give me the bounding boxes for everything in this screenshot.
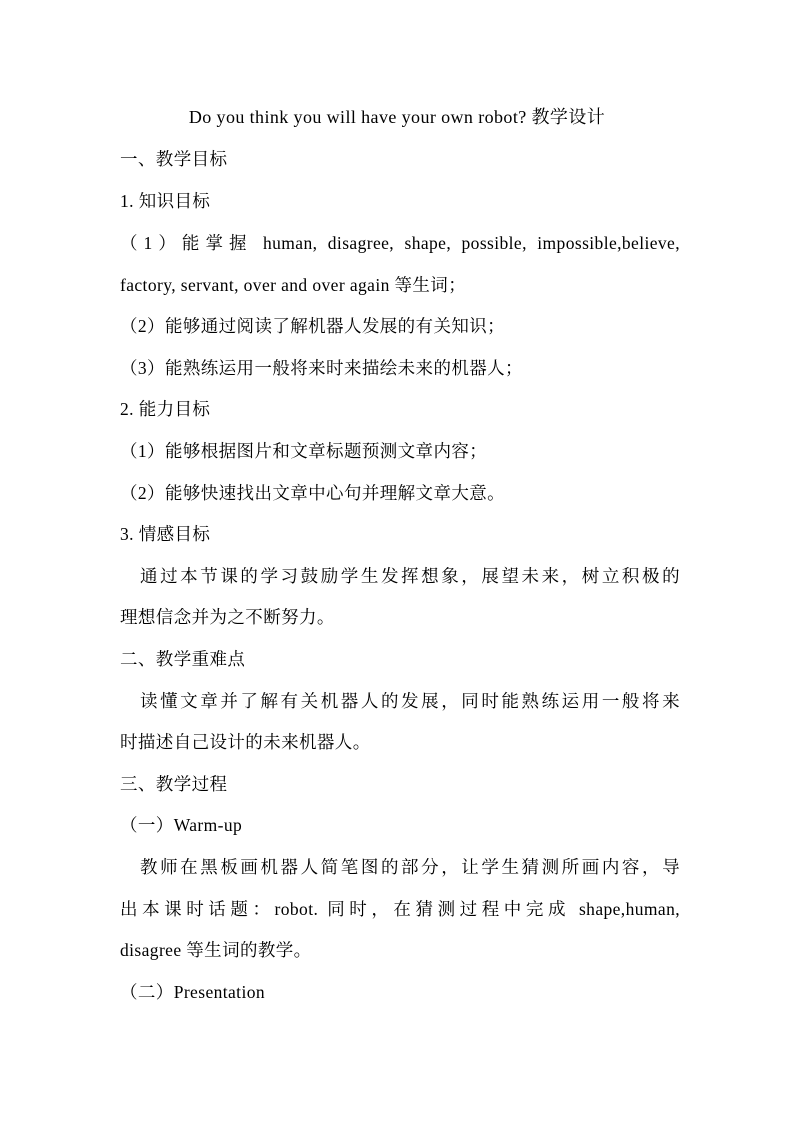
paragraph-line: （1）能掌握 human, disagree, shape, possible, impossible,believe, <box>120 233 680 253</box>
paragraph-line: 通过本节课的学习鼓励学生发挥想象，展望未来，树立积极的 <box>140 566 680 586</box>
paragraph-line: （3）能熟练运用一般将来时来描绘未来的机器人； <box>120 358 523 378</box>
paragraph-line: 读懂文章并了解有关机器人的发展，同时能熟练运用一般将来 <box>140 691 680 711</box>
paragraph-line: 时描述自己设计的未来机器人。 <box>120 732 371 752</box>
paragraph-line: disagree 等生词的教学。 <box>120 940 312 960</box>
paragraph-line: 理想信念并为之不断努力。 <box>120 607 335 627</box>
paragraph-line: factory, servant, over and over again 等生词； <box>120 275 467 295</box>
paragraph-line: 出本课时话题：robot. 同时，在猜测过程中完成 shape,human, <box>120 899 680 919</box>
subheading-presentation: （二）Presentation <box>120 982 266 1002</box>
document-title: Do you think you will have your own robot? 教学设计 <box>188 107 606 127</box>
subheading-knowledge: 1. 知识目标 <box>120 191 211 211</box>
subheading-warm-up: （一）Warm-up <box>120 815 243 835</box>
subheading-ability: 2. 能力目标 <box>120 399 211 419</box>
section-heading-objectives: 一、教学目标 <box>120 149 228 169</box>
paragraph-line: （2）能够通过阅读了解机器人发展的有关知识； <box>120 316 506 336</box>
subheading-emotion: 3. 情感目标 <box>120 524 211 544</box>
paragraph-line: 教师在黑板画机器人简笔图的部分，让学生猜测所画内容，导 <box>140 857 680 877</box>
paragraph-line: （2）能够快速找出文章中心句并理解文章大意。 <box>120 483 506 503</box>
section-heading-key-points: 二、教学重难点 <box>120 649 246 669</box>
section-heading-process: 三、教学过程 <box>120 774 228 794</box>
paragraph-line: （1）能够根据图片和文章标题预测文章内容； <box>120 441 488 461</box>
